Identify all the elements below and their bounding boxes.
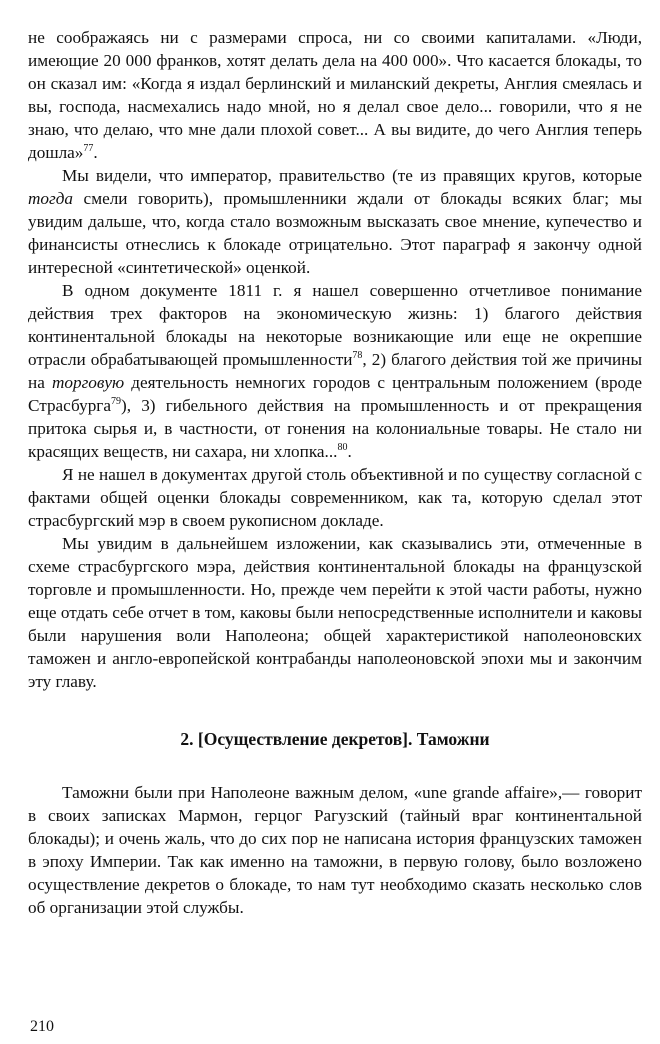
text-run: Я не нашел в документах другой столь объективной и по существу согласной с фактами общей оценки блокады современником, как та, которую сделал этот страсбургский мэр в своем рукописном докладе.	[28, 465, 642, 530]
footnote-ref: 79	[110, 396, 121, 407]
text-run: , 2) благого действия той же причины на	[28, 350, 642, 392]
page-number: 210	[30, 1018, 54, 1035]
text-before-heading	[28, 26, 642, 693]
paragraph	[28, 279, 642, 463]
text-run: деятельность немногих городов с центральным положением (вроде Страсбурга	[28, 373, 643, 415]
text-after-heading	[28, 781, 642, 919]
emphasis-text: тогда	[28, 189, 73, 208]
text-run: смели говорить), промышленники ждали от блокады всяких благ; мы увидим дальше, что, когда стало возможным высказать свое мнение, купечество и финансисты отнеслись к блокаде отрицательно. Этот параграф я закончу одной интересной «синтетической» оценкой.	[28, 189, 642, 277]
footnote-ref: 80	[337, 442, 348, 453]
page-body	[28, 26, 642, 919]
text-run: Мы увидим в дальнейшем изложении, как сказывались эти, отмеченные в схеме страсбургского мэра, действия континентальной блокады на французской торговле и промышленности. Но, прежде чем перейти к этой части работы, нужно еще отдать себе отчет в том, каковы были непосредственные исполнители и каковы были нарушения воли Наполеона; общей характеристикой наполеоновских таможен и англо-европейской контрабанды наполеоновской эпохи мы и закончим эту главу.	[28, 534, 642, 691]
text-run: ), 3) гибельного действия на промышленность и от прекращения притока сырья и, в частности, от гонения на колониальные товары. Не стало ни красящих веществ, ни сахара, ни хлопка...	[28, 396, 642, 461]
text-run: В одном документе 1811 г. я нашел совершенно отчетливое понимание действия трех факторов на экономическую жизнь: 1) благого действия континентальной блокады на некоторые возникающие или еще не окрепшие отрасли обрабатывающей промышленности	[28, 281, 642, 369]
section-heading: 2. [Осуществление декретов]. Таможни	[180, 729, 490, 749]
footnote-ref: 78	[352, 350, 363, 361]
emphasis-text: торговую	[51, 373, 125, 392]
text-run: .	[347, 442, 352, 461]
paragraph	[28, 463, 642, 532]
text-run: .	[93, 143, 98, 162]
text-run: Таможни были при Наполеоне важным делом, «une grande affaire»,— говорит в своих записках Мармон, герцог Рагузский (тайный враг континентальной блокады); и очень жаль, что до сих пор не написана история французских таможен в эпоху Империи. Так как именно на таможни, в первую голову, было возложено осуществление декретов о блокаде, то нам тут необходимо сказать несколько слов об организации этой службы.	[28, 783, 642, 917]
footnote-ref: 77	[83, 143, 94, 154]
paragraph	[28, 532, 642, 693]
paragraph	[28, 781, 642, 919]
text-run: не соображаясь ни с размерами спроса, ни со своими капиталами. «Люди, имеющие 20 000 франков, хотят делать дела на 400 000». Что касается блокады, то он сказал им: «Когда я издал берлинский и миланский декреты, Англия смеялась и вы, господа, насмехались надо мной, но я делал свое дело... говорили, что я не знаю, что делаю, что мне дали плохой совет... А вы видите, до чего Англия теперь дошла»	[28, 28, 642, 162]
paragraph	[28, 26, 642, 164]
text-run: Мы видели, что император, правительство (те из правящих кругов, которые	[62, 166, 642, 185]
paragraph	[28, 164, 642, 279]
